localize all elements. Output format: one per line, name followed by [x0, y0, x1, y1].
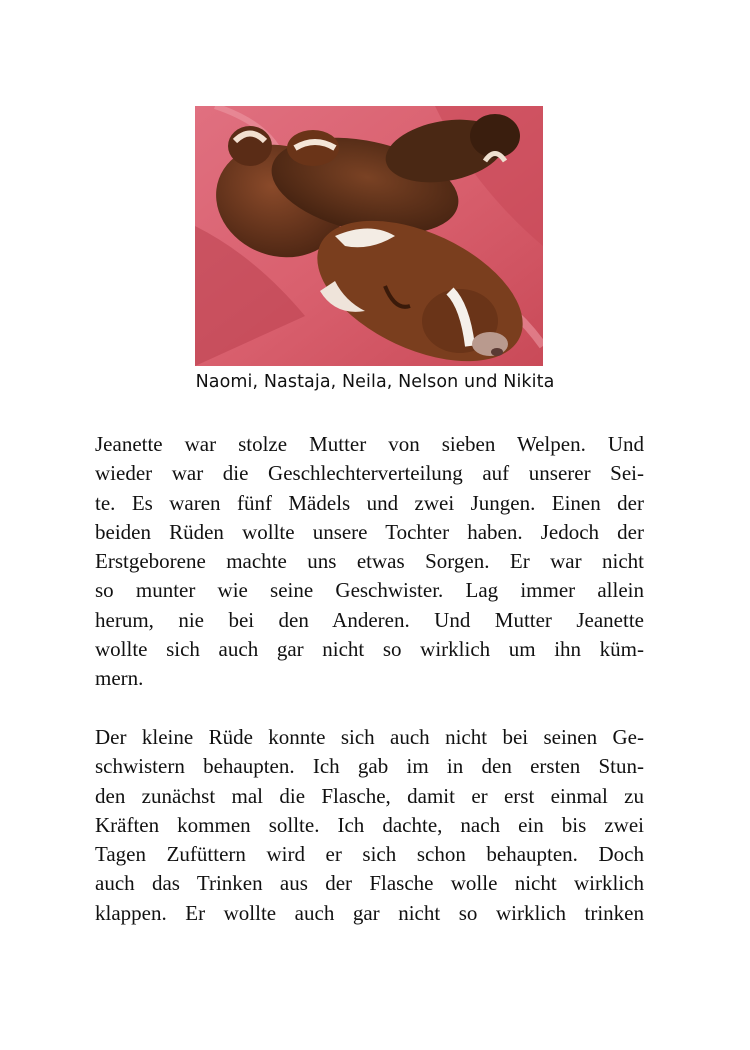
text-line: herum, nie bei den Anderen. Und Mutter Jeanette [95, 607, 644, 632]
text-line: te. Es waren fünf Mädels und zwei Jungen. Einen der [95, 490, 644, 515]
text-line: Der kleine Rüde konnte sich auch nicht bei seinen Ge- [95, 724, 644, 749]
body-text [95, 430, 644, 928]
puppies-photo [195, 106, 543, 366]
text-line: schwistern behaupten. Ich gab im in den ersten Stun- [95, 754, 644, 779]
text-line: auch das Trinken aus der Flasche wolle nicht wirklich [95, 871, 644, 896]
text-line: den zunächst mal die Flasche, damit er erst einmal zu [95, 783, 644, 808]
text-line: wollte sich auch gar nicht so wirklich um ihn küm- [95, 637, 644, 662]
text-line: Jeanette war stolze Mutter von sieben Welpen. Und [95, 432, 644, 456]
text-line: Tagen Zufüttern wird er sich schon behaupten. Doch [95, 842, 644, 867]
paragraph [95, 430, 644, 694]
text-line: wieder war die Geschlechterverteilung auf unserer Sei- [95, 461, 644, 486]
text-line: beiden Rüden wollte unsere Tochter haben. Jedoch der [95, 519, 644, 544]
text-line: klappen. Er wollte auch gar nicht so wirklich trinken [95, 900, 644, 925]
text-line: Kräften kommen sollte. Ich dachte, nach ein bis zwei [95, 812, 644, 837]
paragraph-gap [95, 694, 644, 723]
paragraph [95, 723, 644, 928]
text-line: mern. [95, 666, 144, 691]
text-line: so munter wie seine Geschwister. Lag immer allein [95, 578, 644, 603]
photo-caption: Naomi, Nastaja, Neila, Nelson und Nikita [195, 372, 555, 392]
text-line: Erstgeborene machte uns etwas Sorgen. Er war nicht [95, 549, 644, 574]
